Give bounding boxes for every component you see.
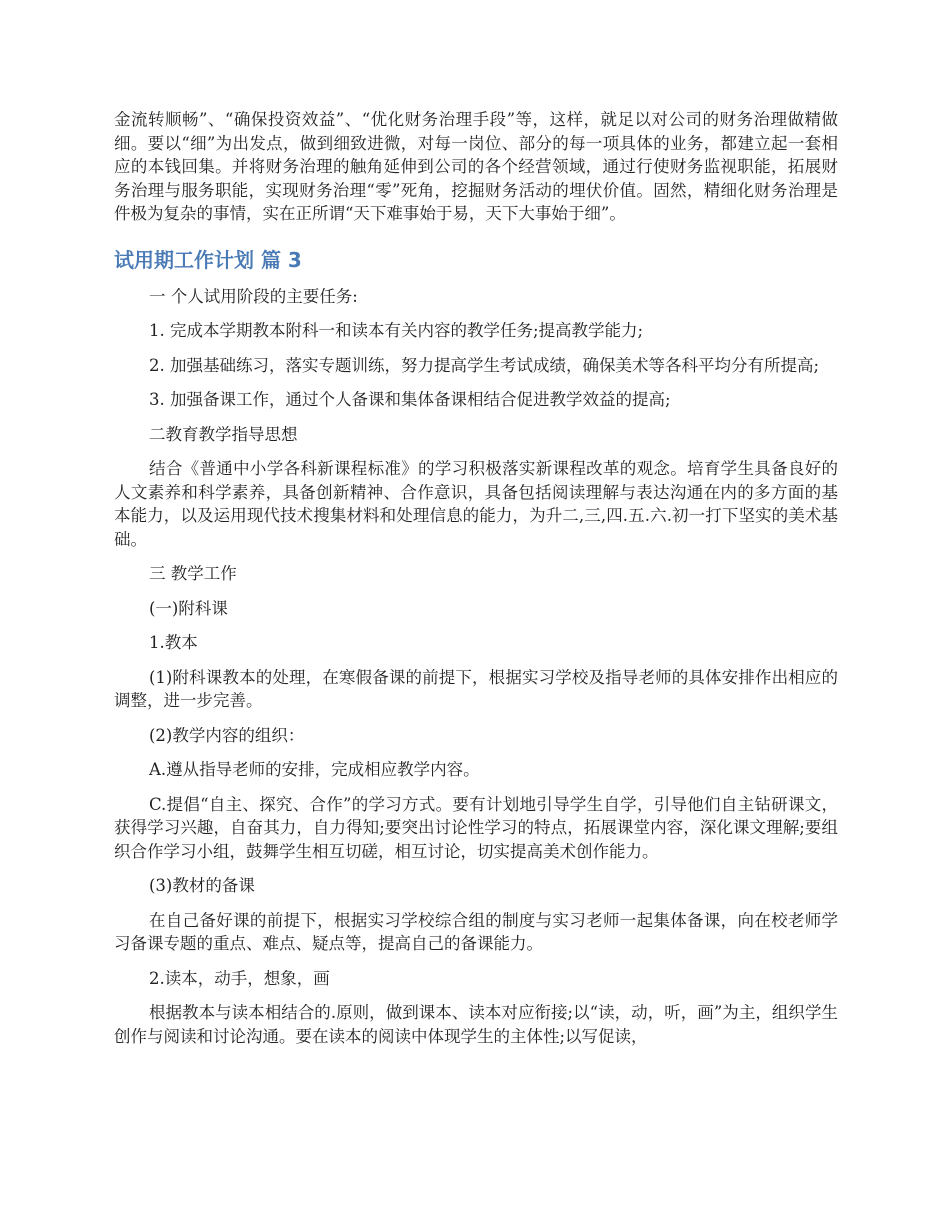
paragraph-task-3: 3. 加强备课工作，通过个人备课和集体备课相结合促进教学效益的提高; — [149, 390, 671, 409]
paragraph-reader-body: 根据教本与读本相结合的.原则，做到课本、读本对应衔接;以“读，动，听，画”为主，组织学生创作与阅读和讨论沟通。要在读本的阅读中体现学生的主体性;以写促读， — [114, 1003, 838, 1046]
paragraph-task-2: 2. 加强基础练习，落实专题训练，努力提高学生考试成绩，确保美术等各科平均分有所提高; — [149, 355, 820, 375]
paragraph-lesson-prep-body: 在自己备好课的前提下，根据实习学校综合组的制度与实习老师一起集体备课，向在校老师学习备课专题的重点、难点、疑点等，提高自己的备课能力。 — [114, 910, 838, 953]
paragraph-guiding-body: 结合《普通中小学各科新课程标准》的学习积极落实新课程改革的观念。培育学生具备良好的人文素养和科学素养，具备创新精神、合作意识，具备包括阅读理解与表达沟通在内的多方面的基本能力，以及运用现代技术搜集材料和处理信息的能力，为升二,三,四.五.六.初一打下坚实的美术基础。 — [114, 459, 838, 549]
paragraph-subsection-1: (一)附科课 — [149, 598, 228, 618]
paragraph-textbook-heading: 1.教本 — [149, 633, 198, 652]
intro-paragraph: 金流转顺畅”、“确保投资效益”、“优化财务治理手段”等，这样，就足以对公司的财务治理做精做细。要以“细”为出发点，做到细致进微，对每一岗位、部分的每一项具体的业务，都建立起一套相应的本钱回集。并将财务治理的触角延伸到公司的各个经营领域，通过行使财务监视职能，拓展财务治理与服务职能，实现财务治理“零”死角，挖掘财务活动的埋伏价值。固然，精细化财务治理是件极为复杂的事情，实在正所谓“天下难事始于易，天下大事始于细”。 — [114, 110, 838, 223]
paragraph-item-a: A.遵从指导老师的安排，完成相应教学内容。 — [149, 760, 480, 779]
paragraph-lesson-prep-heading: (3)教材的备课 — [149, 876, 255, 895]
paragraph-item-c: C.提倡“自主、探究、合作”的学习方式。要有计划地引导学生自学，引导他们自主钻研课文，获得学习兴趣，自奋其力，自力得知;要突出讨论性学习的特点，拓展课堂内容，深化课文理解;要组织合作学习小组，鼓舞学生相互切磋，相互讨论，切实提高美术创作能力。 — [114, 794, 838, 861]
paragraph-teaching-heading: 三 教学工作 — [149, 564, 237, 583]
paragraph-reader-heading: 2.读本，动手，想象，画 — [149, 968, 330, 988]
paragraph-content-org: (2)教学内容的组织： — [149, 725, 305, 745]
document-page — [114, 108, 838, 1048]
paragraph-task-heading: 一 个人试用阶段的主要任务: — [149, 286, 358, 306]
paragraph-textbook-handling: (1)附科课教本的处理，在寒假备课的前提下，根据实习学校及指导老师的具体安排作出相应的调整，进一步完善。 — [114, 667, 838, 710]
paragraph-guiding-heading: 二教育教学指导思想 — [149, 424, 298, 444]
section-title: 试用期工作计划 篇 3 — [114, 247, 302, 272]
paragraph-task-1: 1. 完成本学期教本附科一和读本有关内容的教学任务;提高教学能力; — [149, 321, 644, 340]
